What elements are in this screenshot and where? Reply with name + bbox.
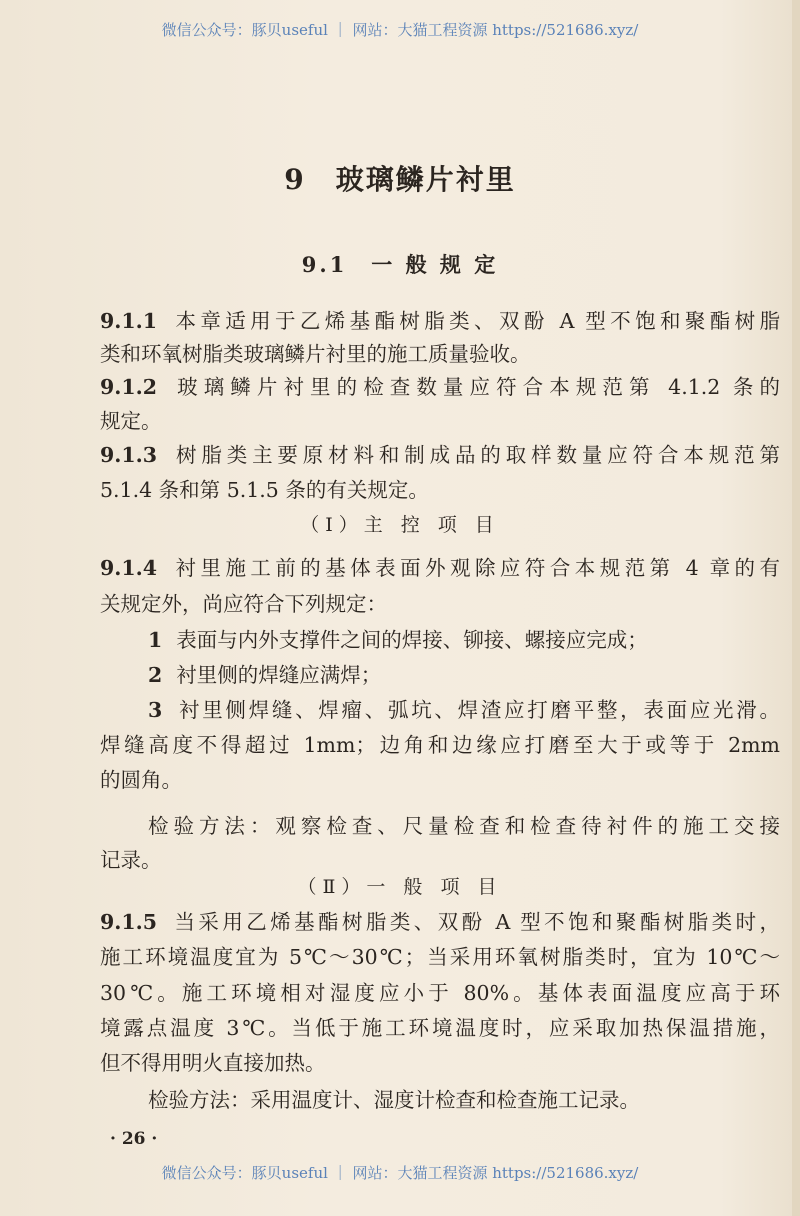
clause-text-line: 焊缝高度不得超过 1mm；边角和边缘应打磨至大于或等于 2mm (100, 733, 780, 757)
item-number: 2 (148, 663, 163, 687)
clause-number: 9.1.3 (100, 443, 158, 467)
clause-number: 9.1.1 (100, 309, 158, 333)
item-number: 3 (148, 698, 163, 722)
clause-text-line: 关规定外，尚应符合下列规定： (100, 592, 387, 616)
section-title: 9.1 一 般 规 定 (301, 252, 499, 277)
chapter-title: 9 玻璃鳞片衬里 (284, 163, 516, 196)
clause-number: 9.1.4 (100, 556, 158, 580)
clause-text-line: 类和环氧树脂类玻璃鳞片衬里的施工质量验收。 (100, 342, 531, 366)
item-text: 表面与内外支撑件之间的焊接、铆接、螺接应完成； (176, 628, 648, 652)
clause-text-line: 记录。 (100, 848, 162, 872)
clause-text-line: 5.1.4 条和第 5.1.5 条的有关规定。 (100, 478, 429, 502)
clause-text: 玻璃鳞片衬里的检查数量应符合本规范第 4.1.2 条的 (171, 375, 780, 399)
clause-text: 当采用乙烯基酯树脂类、双酚 A 型不饱和聚酯树脂类时， (171, 910, 780, 934)
list-item (148, 695, 780, 725)
clause-text-line: 施工环境温度宜为 5℃～30℃；当采用环氧树脂类时，宜为 10℃～ (100, 945, 780, 969)
item-text: 衬里侧的焊缝应满焊； (176, 663, 382, 687)
clause-number: 9.1.5 (100, 910, 158, 934)
clause-text-line: 30℃。施工环境相对湿度应小于 80%。基体表面温度应高于环 (100, 981, 780, 1005)
clause-text: 树脂类主要原材料和制成品的取样数量应符合本规范第 (171, 443, 780, 467)
item-number: 1 (148, 628, 163, 652)
watermark-top: 微信公众号：豚贝useful ｜ 网站：大猫工程资源 https://521686.xyz/ (161, 21, 639, 39)
list-item (148, 625, 780, 655)
clause-number: 9.1.2 (100, 375, 158, 399)
page-number: · 26 · (110, 1129, 158, 1149)
clause-text: 本章适用于乙烯基酯树脂类、双酚 A 型不饱和聚酯树脂 (171, 309, 780, 333)
item-text: 衬里侧焊缝、焊瘤、弧坑、焊渣应打磨平整，表面应光滑。 (176, 698, 780, 722)
clause-text-line: 规定。 (100, 409, 162, 433)
clause-text-line: 境露点温度 3℃。当低于施工环境温度时，应采取加热保温措施， (100, 1016, 780, 1040)
clause-9-1-3 (100, 440, 780, 470)
clause-9-1-2 (100, 372, 780, 402)
clause-9-1-5 (100, 907, 780, 937)
subsection-general: （Ⅱ）一 般 项 目 (297, 876, 503, 898)
clause-9-1-1 (100, 306, 780, 336)
inspection-method: 检验方法：观察检查、尺量检查和检查待衬件的施工交接 (148, 814, 780, 838)
inspection-method: 检验方法：采用温度计、湿度计检查和检查施工记录。 (148, 1088, 640, 1112)
watermark-bottom: 微信公众号：豚贝useful ｜ 网站：大猫工程资源 https://521686.xyz/ (161, 1164, 639, 1182)
clause-text-line: 的圆角。 (100, 768, 182, 792)
subsection-main-control: （Ⅰ）主 控 项 目 (300, 514, 500, 536)
clause-text: 衬里施工前的基体表面外观除应符合本规范第 4 章的有 (171, 556, 780, 580)
clause-text-line: 但不得用明火直接加热。 (100, 1051, 326, 1075)
clause-9-1-4 (100, 553, 780, 583)
list-item (148, 660, 780, 690)
